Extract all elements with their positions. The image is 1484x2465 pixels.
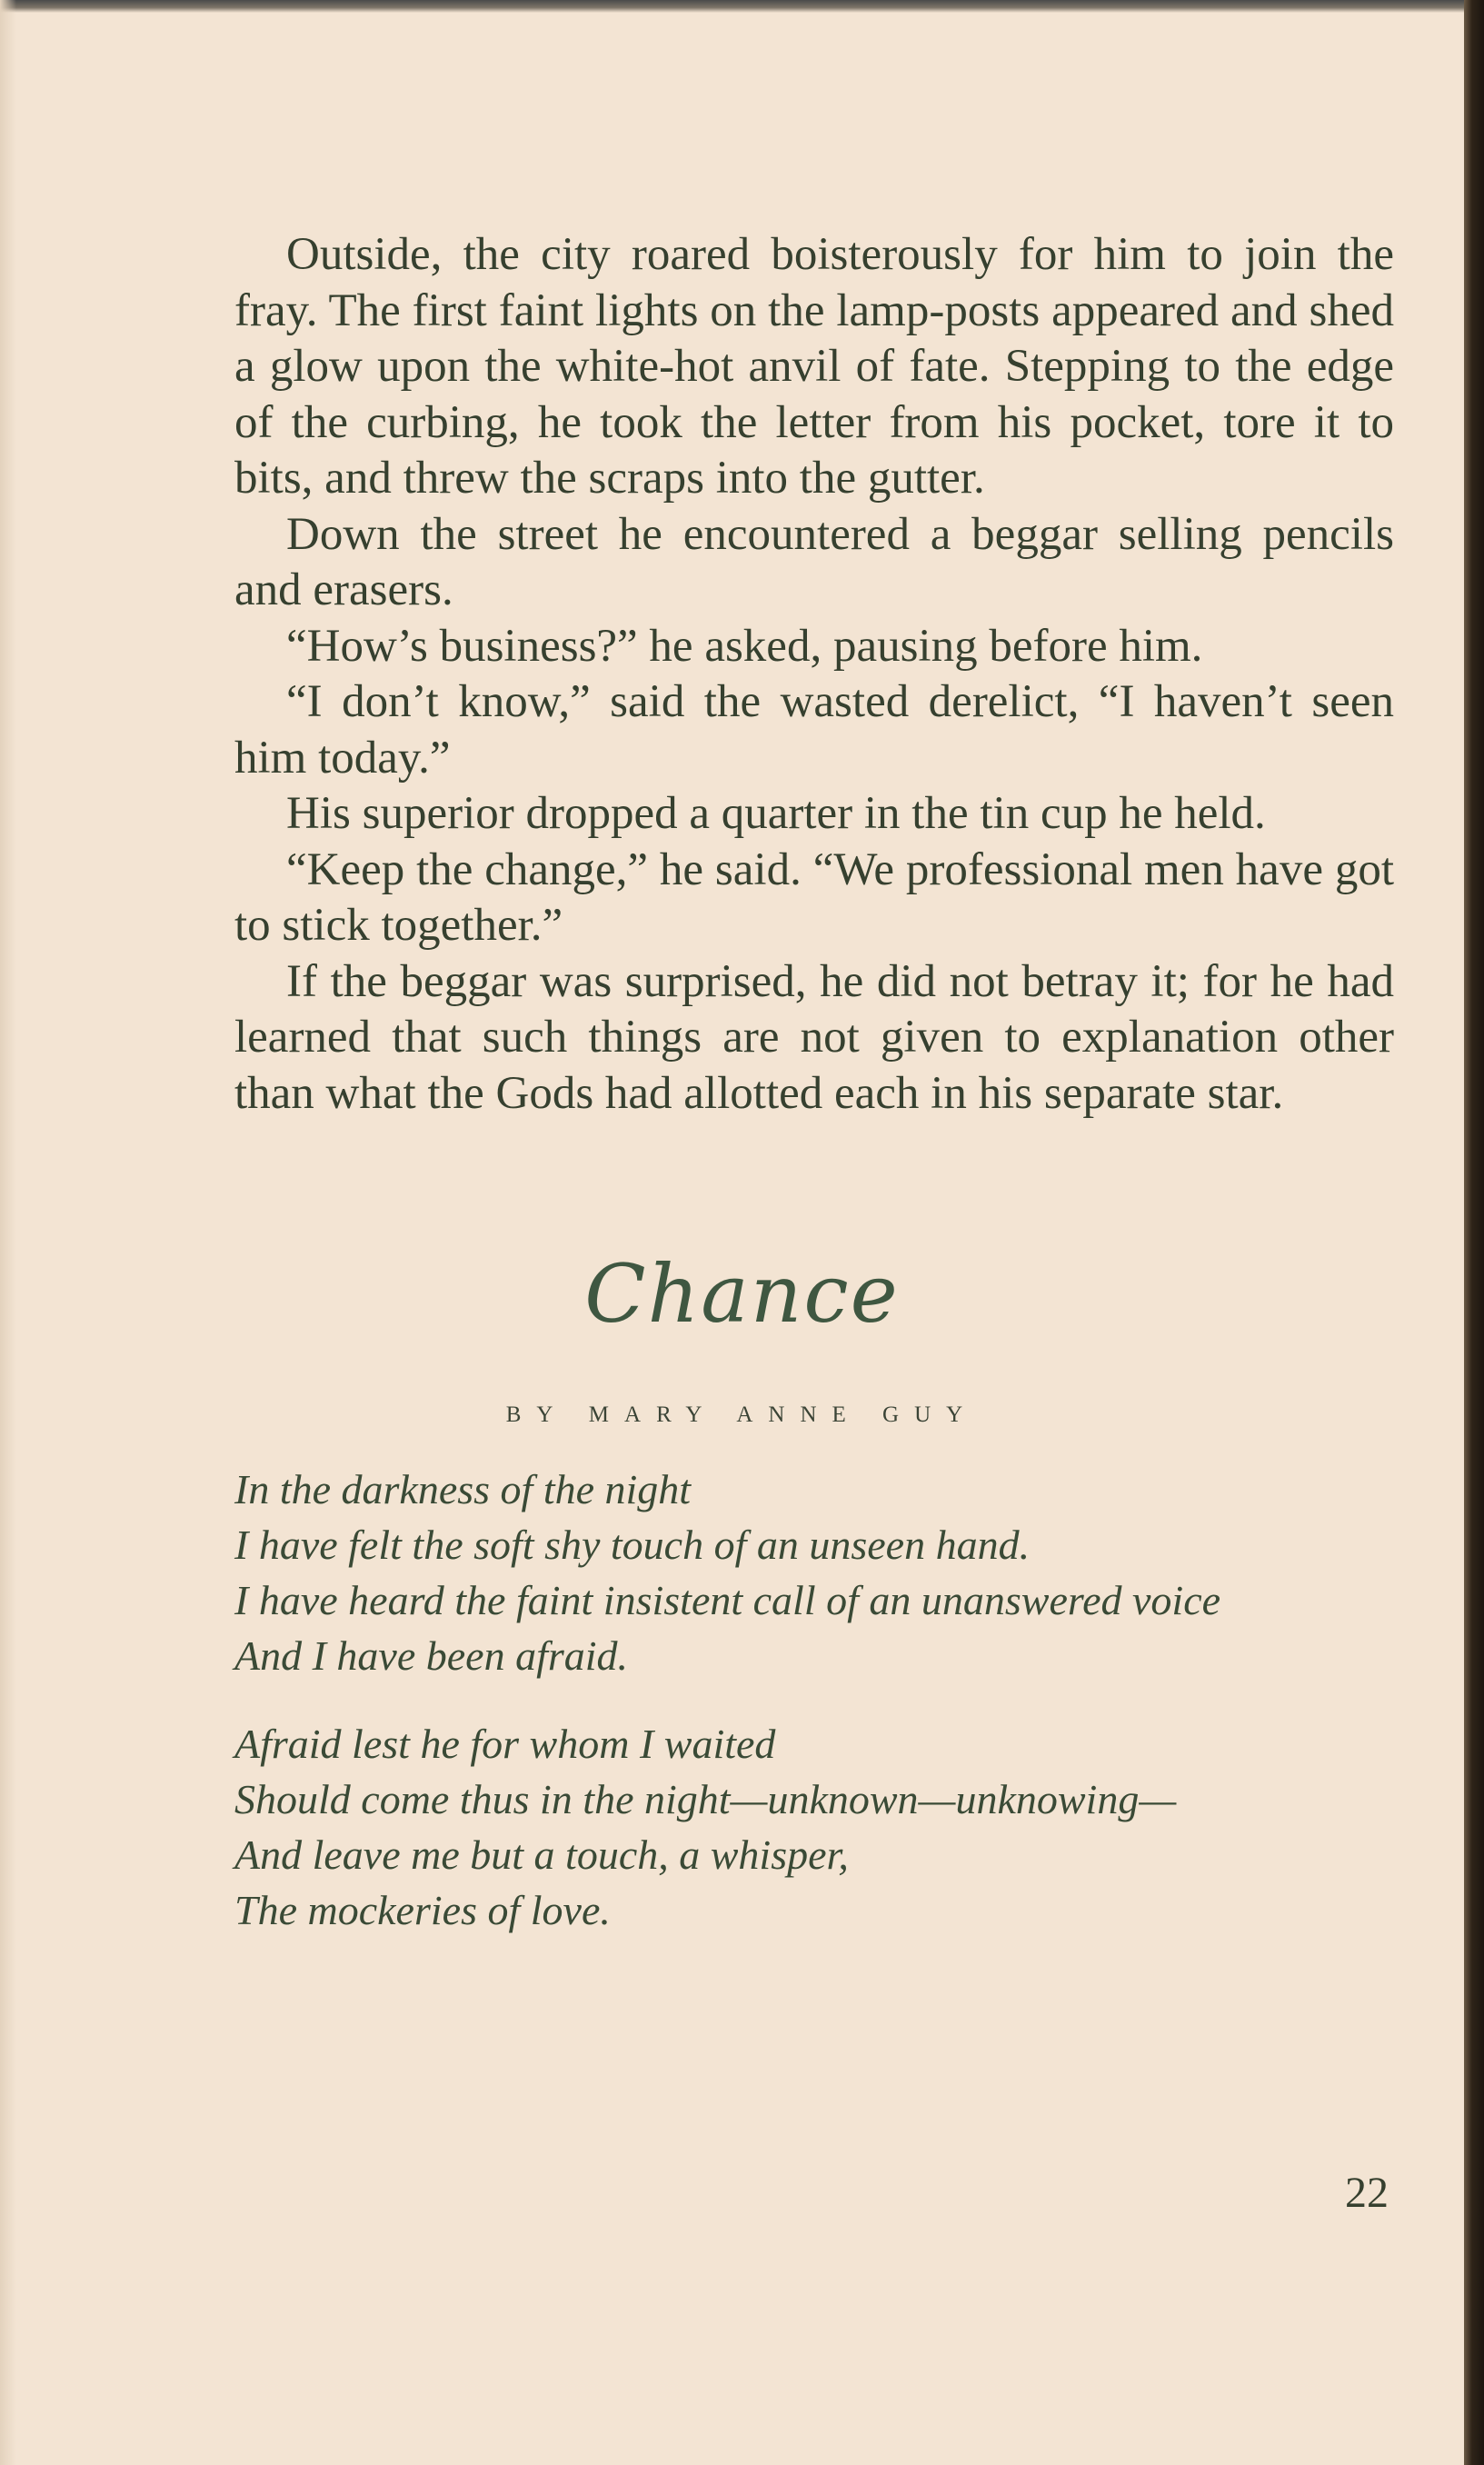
prose-paragraph: If the beggar was surprised, he did not betray it; for he had learned that such things are not given to explanation other than what the Gods had allotted each in his separate star.	[234, 955, 1394, 1119]
poem-line: Afraid lest he for whom I waited	[234, 1721, 776, 1767]
poem-line: Should come thus in the night—unknown—unknowing—	[234, 1776, 1177, 1822]
poem-line: And I have been afraid.	[234, 1632, 629, 1679]
prose-paragraph: His superior dropped a quarter in the tin cup he held.	[286, 788, 1266, 839]
prose-paragraph: “I don’t know,” said the wasted derelict, “I haven’t seen him today.”	[234, 676, 1394, 783]
poem-stanza	[234, 1462, 1407, 1683]
page-top-edge	[0, 0, 1484, 13]
poem-byline: BY MARY ANNE GUY	[505, 1402, 979, 1427]
prose-paragraph: “Keep the change,” he said. “We professional men have got to stick together.”	[234, 843, 1394, 951]
poem-line: I have felt the soft shy touch of an unseen hand.	[234, 1522, 1031, 1568]
poem-line: The mockeries of love.	[234, 1887, 611, 1933]
prose-paragraph: Down the street he encountered a beggar selling pencils and erasers.	[234, 508, 1394, 615]
poem-line: In the darkness of the night	[234, 1466, 692, 1512]
poem-title: Chance	[584, 1247, 900, 1341]
page-left-edge	[0, 0, 16, 2465]
book-spine-edge	[1464, 0, 1484, 2465]
prose-paragraph: Outside, the city roared boisterously for him to join the fray. The first faint lights on the lamp-posts appeared and shed a glow upon the white-hot anvil of fate. Stepping to the edge of the curbing, he took the letter from his pocket, tore it to bits, and threw the scraps into the gutter.	[234, 229, 1394, 504]
poem-line: And leave me but a touch, a whisper,	[234, 1831, 849, 1878]
poem-stanza	[234, 1716, 1407, 1938]
poem-line: I have heard the faint insistent call of an unanswered voice	[234, 1577, 1221, 1623]
poem-body	[234, 1462, 1407, 1971]
page-number: 22	[1345, 2169, 1389, 2217]
prose-section	[234, 227, 1394, 1122]
prose-paragraph: “How’s business?” he asked, pausing before him.	[286, 620, 1203, 672]
